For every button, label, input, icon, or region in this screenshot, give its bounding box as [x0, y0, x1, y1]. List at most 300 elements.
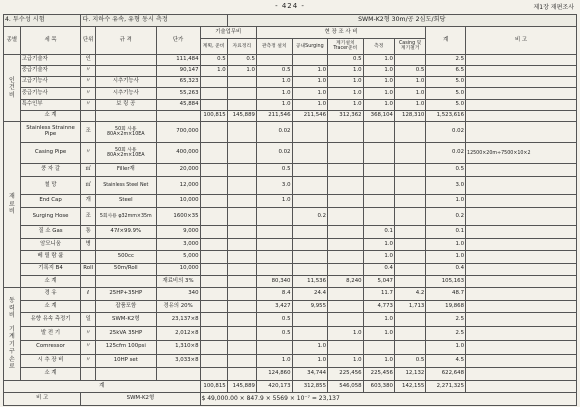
- row-total: 0.02: [426, 143, 466, 164]
- table-cell: [394, 313, 425, 327]
- row-total: 1,523,616: [426, 110, 466, 121]
- table-cell: 1.0: [292, 77, 328, 88]
- table-cell: [292, 143, 328, 164]
- table-cell: 111,484: [156, 54, 200, 65]
- table-row: [4, 143, 577, 164]
- table-cell: [363, 195, 394, 207]
- table-cell: 일: [81, 313, 96, 327]
- table-cell: [466, 54, 577, 65]
- row-total: 2.5: [426, 327, 466, 341]
- row-total: 19,868: [426, 300, 466, 313]
- header-surging: 공내Surging: [292, 38, 328, 54]
- table-cell: [200, 77, 227, 88]
- table-cell: [466, 275, 577, 287]
- category-char: 비: [8, 312, 15, 320]
- table-cell: 24.4: [292, 288, 328, 301]
- table-cell: 25kVA 35HP: [95, 327, 156, 341]
- table-cell: 65,323: [156, 77, 200, 88]
- table-cell: [466, 238, 577, 250]
- table-cell: Stainless Steel Net: [95, 176, 156, 195]
- table-row: [4, 300, 577, 313]
- table-cell: [200, 143, 227, 164]
- table-cell: 100,815: [200, 380, 227, 392]
- table-cell: [328, 195, 364, 207]
- table-cell: 55,263: [156, 88, 200, 99]
- table-cell: 1.0: [292, 340, 328, 354]
- table-cell: [466, 251, 577, 263]
- table-row: [4, 354, 577, 368]
- table-cell: 〃: [81, 354, 96, 368]
- table-cell: [227, 207, 256, 226]
- header-plan: 계획, 준비: [200, 38, 227, 54]
- table-cell: 0.5: [200, 54, 227, 65]
- item-name: 질 소 Gas: [20, 226, 81, 238]
- table-cell: 50회 사용 80A×2m×10EA: [95, 143, 156, 164]
- table-cell: [227, 327, 256, 341]
- footer-row: [4, 393, 577, 406]
- table-cell: [466, 65, 577, 76]
- table-cell: 통: [81, 226, 96, 238]
- table-cell: 10,000: [156, 263, 200, 275]
- table-cell: [227, 368, 256, 381]
- item-name: 암모니움: [20, 238, 81, 250]
- table-cell: 9,000: [156, 226, 200, 238]
- table-cell: 〃: [81, 99, 96, 110]
- table-cell: [200, 99, 227, 110]
- table-cell: 340: [156, 288, 200, 301]
- table-cell: 0.5: [227, 54, 256, 65]
- table-cell: [328, 176, 364, 195]
- table-cell: 0.5: [328, 54, 364, 65]
- item-name: 특수인부: [20, 99, 81, 110]
- table-cell: 312,855: [292, 380, 328, 392]
- table-cell: 2,271,325: [426, 380, 466, 392]
- header-casing: Casing 및 계기철거: [394, 38, 425, 54]
- table-cell: [466, 195, 577, 207]
- table-cell: [227, 251, 256, 263]
- table-cell: [328, 143, 364, 164]
- table-cell: [466, 354, 577, 368]
- table-cell: [200, 88, 227, 99]
- grand-total-label: 계: [4, 380, 201, 392]
- table-cell: 1.0: [363, 251, 394, 263]
- row-total: 6.5: [426, 65, 466, 76]
- table-cell: [256, 226, 292, 238]
- table-cell: 1.0: [363, 327, 394, 341]
- table-cell: 1,713: [394, 300, 425, 313]
- table-cell: SWM-K2형: [95, 313, 156, 327]
- table-row: [4, 275, 577, 287]
- item-name: 고급기능사: [20, 77, 81, 88]
- header-tech-group: 기술업무비: [200, 27, 256, 38]
- table-cell: [200, 288, 227, 301]
- table-cell: 5회사용 φ32mm×35m: [95, 207, 156, 226]
- table-row: [4, 77, 577, 88]
- table-cell: 1.0: [328, 99, 364, 110]
- table-cell: 시추기능사: [95, 77, 156, 88]
- table-cell: [292, 313, 328, 327]
- item-name: 고급기술자: [20, 54, 81, 65]
- category-char: 인: [8, 76, 15, 84]
- category-char: 손: [8, 355, 15, 363]
- table-cell: [363, 143, 394, 164]
- row-total: 0.4: [426, 263, 466, 275]
- table-cell: [328, 207, 364, 226]
- table-cell: 3,033×8: [156, 354, 200, 368]
- table-cell: [200, 164, 227, 176]
- table-cell: [394, 251, 425, 263]
- table-cell: 145,889: [227, 110, 256, 121]
- row-total: 1.0: [426, 340, 466, 354]
- table-cell: [256, 207, 292, 226]
- table-cell: [394, 207, 425, 226]
- item-name: 소 계: [20, 275, 81, 287]
- category-char: 재: [8, 193, 15, 201]
- row-total: 2.5: [426, 313, 466, 327]
- table-cell: 1.0: [363, 65, 394, 76]
- table-cell: [256, 251, 292, 263]
- item-name: 중급기술자: [20, 65, 81, 76]
- table-cell: [466, 313, 577, 327]
- section-title: 4. 투수성 시험: [4, 15, 81, 27]
- row-total: 2.5: [426, 54, 466, 65]
- table-cell: 34,744: [292, 368, 328, 381]
- table-cell: 1.0: [328, 327, 364, 341]
- table-row: [4, 340, 577, 354]
- table-cell: [466, 226, 577, 238]
- table-cell: 1.0: [292, 354, 328, 368]
- item-name: 소 계: [20, 368, 81, 381]
- table-cell: 5,000: [156, 251, 200, 263]
- table-cell: 225,456: [363, 368, 394, 381]
- table-cell: 9,955: [292, 300, 328, 313]
- footer-model: SWM-K2형: [81, 393, 200, 406]
- row-total: 1.0: [426, 251, 466, 263]
- table-cell: [156, 368, 200, 381]
- item-name: Comressor: [20, 340, 81, 354]
- table-cell: [227, 340, 256, 354]
- table-cell: 0.5: [256, 313, 292, 327]
- category-char: 건: [8, 84, 15, 92]
- table-cell: [466, 99, 577, 110]
- header-spec: 규 격: [95, 27, 156, 54]
- table-cell: [227, 164, 256, 176]
- table-cell: [95, 368, 156, 381]
- table-cell: 225,456: [328, 368, 364, 381]
- table-cell: [292, 176, 328, 195]
- table-cell: [466, 88, 577, 99]
- table-cell: [227, 121, 256, 142]
- category-char: 기: [8, 325, 15, 333]
- row-total: 5.0: [426, 88, 466, 99]
- table-row: [4, 288, 577, 301]
- row-total: 3.0: [426, 176, 466, 195]
- table-cell: 1.0: [256, 99, 292, 110]
- table-cell: [156, 110, 200, 121]
- table-cell: 368,104: [363, 110, 394, 121]
- table-cell: [200, 340, 227, 354]
- table-cell: [81, 368, 96, 381]
- item-name: 소 계: [20, 110, 81, 121]
- table-cell: 2,012×8: [156, 327, 200, 341]
- table-cell: 10,000: [156, 195, 200, 207]
- table-cell: 211,546: [256, 110, 292, 121]
- row-total: 105,163: [426, 275, 466, 287]
- table-cell: 1.0: [394, 77, 425, 88]
- table-cell: [292, 251, 328, 263]
- table-cell: [200, 275, 227, 287]
- item-name: Surging Hose: [20, 207, 81, 226]
- table-cell: 경유의 20%: [156, 300, 200, 313]
- header-install: 관측정 설치: [256, 38, 292, 54]
- table-cell: [256, 54, 292, 65]
- table-cell: 보 링 공: [95, 99, 156, 110]
- table-cell: [227, 195, 256, 207]
- table-cell: ㎡: [81, 176, 96, 195]
- table-cell: 1.0: [256, 77, 292, 88]
- table-cell: [466, 121, 577, 142]
- table-row: [4, 54, 577, 65]
- header-category: 종별: [4, 27, 21, 54]
- category-char: 계: [8, 333, 15, 341]
- table-cell: [292, 195, 328, 207]
- category-char: 비: [8, 91, 15, 99]
- table-cell: [227, 77, 256, 88]
- table-cell: 0.4: [363, 263, 394, 275]
- item-name: 기록지 B4: [20, 263, 81, 275]
- table-cell: 11,536: [292, 275, 328, 287]
- table-row: [4, 164, 577, 176]
- table-cell: [328, 300, 364, 313]
- table-cell: 1.0: [256, 195, 292, 207]
- table-cell: 〃: [81, 77, 96, 88]
- table-cell: [394, 238, 425, 250]
- table-cell: 1.0: [227, 65, 256, 76]
- table-cell: 1.0: [292, 99, 328, 110]
- table-cell: [466, 164, 577, 176]
- item-name: Casing Pipe: [20, 143, 81, 164]
- table-cell: 4.2: [394, 288, 425, 301]
- item-name: 유향 유속 측정기: [20, 313, 81, 327]
- table-cell: 45,884: [156, 99, 200, 110]
- table-cell: 700,000: [156, 121, 200, 142]
- table-cell: [200, 207, 227, 226]
- table-cell: 병: [81, 238, 96, 250]
- table-cell: [328, 288, 364, 301]
- table-cell: [328, 238, 364, 250]
- table-cell: [328, 251, 364, 263]
- table-cell: 12,132: [394, 368, 425, 381]
- header-total: 계: [426, 27, 466, 54]
- table-cell: 128,310: [394, 110, 425, 121]
- item-name: Stainless Strainne Pipe: [20, 121, 81, 142]
- row-total: 5.0: [426, 77, 466, 88]
- category-char: 동: [8, 297, 15, 305]
- table-cell: 500cc: [95, 251, 156, 263]
- table-cell: 재료비의 3%: [156, 275, 200, 287]
- table-cell: [292, 226, 328, 238]
- cost-table: [3, 14, 577, 406]
- table-cell: [227, 226, 256, 238]
- table-cell: [292, 164, 328, 176]
- table-cell: [81, 300, 96, 313]
- table-cell: [95, 54, 156, 65]
- item-name: 철 망: [20, 176, 81, 195]
- table-cell: [200, 354, 227, 368]
- row-total: 5.0: [426, 99, 466, 110]
- table-cell: [328, 121, 364, 142]
- header-remark: 비 고: [466, 27, 577, 54]
- table-cell: 1.0: [328, 354, 364, 368]
- table-cell: [200, 263, 227, 275]
- table-cell: 1.0: [328, 77, 364, 88]
- table-cell: [394, 176, 425, 195]
- table-cell: [292, 238, 328, 250]
- table-cell: [394, 195, 425, 207]
- table-cell: 8.4: [256, 288, 292, 301]
- table-row: [4, 368, 577, 381]
- row-total: 1.0: [426, 238, 466, 250]
- table-cell: 90,147: [156, 65, 200, 76]
- table-cell: 개: [81, 195, 96, 207]
- table-cell: [227, 354, 256, 368]
- table-cell: 1.0: [363, 238, 394, 250]
- table-cell: [466, 380, 577, 392]
- header-item: 세 목: [20, 27, 81, 54]
- table-cell: [394, 263, 425, 275]
- table-cell: [256, 340, 292, 354]
- table-row: [4, 380, 577, 392]
- table-cell: [200, 195, 227, 207]
- table-cell: [466, 340, 577, 354]
- table-cell: [95, 65, 156, 76]
- table-cell: [328, 313, 364, 327]
- table-row: [4, 110, 577, 121]
- table-cell: [227, 88, 256, 99]
- item-name: 중급기능사: [20, 88, 81, 99]
- table-cell: 3.0: [256, 176, 292, 195]
- table-cell: 1600×35: [156, 207, 200, 226]
- table-cell: 23,137×8: [156, 313, 200, 327]
- table-cell: 1.0: [394, 99, 425, 110]
- table-cell: 211,546: [292, 110, 328, 121]
- table-cell: 0.1: [363, 226, 394, 238]
- table-cell: 50회 사용 80A×2m×10EA: [95, 121, 156, 142]
- category-char: 료: [8, 363, 15, 371]
- header-field-group: 현 장 조 사 비: [256, 27, 425, 38]
- table-cell: 20,000: [156, 164, 200, 176]
- table-cell: 11.7: [363, 288, 394, 301]
- table-cell: 25HP+35HP: [95, 288, 156, 301]
- row-total: 4.5: [426, 354, 466, 368]
- table-cell: [227, 176, 256, 195]
- table-cell: [328, 164, 364, 176]
- table-cell: 0.5: [394, 65, 425, 76]
- category-char: 료: [8, 200, 15, 208]
- table-cell: 0.5: [256, 65, 292, 76]
- table-cell: ℓ: [81, 288, 96, 301]
- row-total: 0.1: [426, 226, 466, 238]
- table-cell: [256, 238, 292, 250]
- table-cell: 0.02: [256, 121, 292, 142]
- table-cell: 312,362: [328, 110, 364, 121]
- table-cell: [363, 207, 394, 226]
- table-cell: 10HP set: [95, 354, 156, 368]
- table-cell: 400,000: [156, 143, 200, 164]
- table-cell: 1.0: [363, 313, 394, 327]
- category-char: 구: [8, 348, 15, 356]
- category-char: 비: [8, 208, 15, 216]
- row-total: 0.2: [426, 207, 466, 226]
- table-cell: 3,000: [156, 238, 200, 250]
- table-cell: 145,889: [227, 380, 256, 392]
- table-cell: [95, 238, 156, 250]
- item-name: 경 유: [20, 288, 81, 301]
- table-cell: Filler재: [95, 164, 156, 176]
- table-cell: [394, 164, 425, 176]
- header-data: 자료정리: [227, 38, 256, 54]
- footer-label: 비 고: [4, 393, 81, 406]
- table-cell: 8,240: [328, 275, 364, 287]
- table-cell: 12,000: [156, 176, 200, 195]
- table-cell: 50m/Roll: [95, 263, 156, 275]
- table-cell: [292, 54, 328, 65]
- table-row: [4, 121, 577, 142]
- table-cell: Steel: [95, 195, 156, 207]
- table-cell: 〃: [81, 143, 96, 164]
- item-name: 베 릴 람 륨: [20, 251, 81, 263]
- table-cell: [227, 238, 256, 250]
- table-cell: [394, 121, 425, 142]
- table-cell: [363, 121, 394, 142]
- footer-formula: $ 49,000.00 × 847.9 × 5569 × 10⁻⁷ = 23,137: [200, 393, 576, 406]
- row-total: 0.5: [426, 164, 466, 176]
- table-cell: 조: [81, 121, 96, 142]
- table-cell: [81, 275, 96, 287]
- table-cell: 1.0: [363, 99, 394, 110]
- table-cell: 〃: [81, 88, 96, 99]
- table-cell: [81, 251, 96, 263]
- table-cell: [200, 300, 227, 313]
- header-price: 단가: [156, 27, 200, 54]
- table-cell: [200, 327, 227, 341]
- table-cell: 1.0: [394, 88, 425, 99]
- table-cell: [328, 226, 364, 238]
- table-cell: 12500×20m÷7500×10×2: [466, 143, 577, 164]
- table-cell: [466, 288, 577, 301]
- table-cell: 1.0: [256, 354, 292, 368]
- category-char: 기: [8, 340, 15, 348]
- table-cell: [328, 340, 364, 354]
- table-cell: 1.0: [328, 65, 364, 76]
- item-name: 시 추 장 비: [20, 354, 81, 368]
- table-cell: [227, 263, 256, 275]
- header-tracer: 계기설치 Tracer준비: [328, 38, 364, 54]
- table-cell: 1.0: [363, 354, 394, 368]
- table-cell: 546,058: [328, 380, 364, 392]
- table-cell: 1.0: [200, 65, 227, 76]
- table-cell: [394, 275, 425, 287]
- table-cell: [256, 263, 292, 275]
- table-cell: 잡품포함: [95, 300, 156, 313]
- table-cell: 인: [81, 54, 96, 65]
- table-row: [4, 327, 577, 341]
- item-name: 소 계: [20, 300, 81, 313]
- table-cell: [200, 226, 227, 238]
- table-cell: [363, 340, 394, 354]
- table-row: [4, 195, 577, 207]
- table-cell: [227, 288, 256, 301]
